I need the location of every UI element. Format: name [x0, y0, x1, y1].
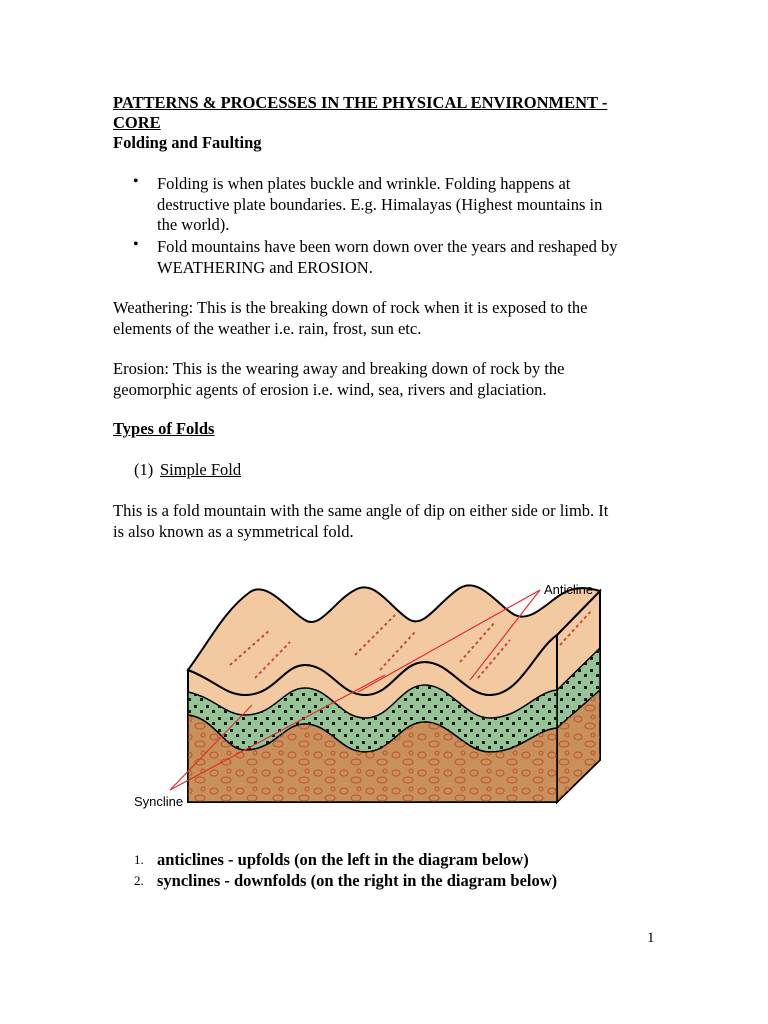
- page-number: 1: [647, 930, 655, 946]
- title-line-1: PATTERNS & PROCESSES IN THE PHYSICAL ENVIRONMENT -: [113, 93, 608, 112]
- list-number-2: 2.: [134, 873, 144, 888]
- bullet-1-line-1: Folding is when plates buckle and wrinkle. Folding happens at: [157, 174, 571, 193]
- bullet-2-line-2: WEATHERING and EROSION.: [157, 258, 373, 277]
- fold-diagram: [0, 570, 768, 830]
- simple-fold-number: (1): [134, 460, 154, 479]
- list-number-1: 1.: [134, 852, 144, 867]
- bullet-1-line-3: the world).: [157, 215, 230, 234]
- weathering-line-2: elements of the weather i.e. rain, frost, sun etc.: [113, 319, 422, 338]
- weathering-line-1: Weathering: This is the breaking down of rock when it is exposed to the: [113, 298, 588, 317]
- simple-fold-heading: Simple Fold: [160, 460, 242, 479]
- types-heading: Types of Folds: [113, 419, 215, 438]
- list-item-2: synclines - downfolds (on the right in the diagram below): [157, 871, 558, 890]
- list-item-1: anticlines - upfolds (on the left in the diagram below): [157, 850, 529, 869]
- erosion-line-2: geomorphic agents of erosion i.e. wind, sea, rivers and glaciation.: [113, 380, 547, 399]
- syncline-label: Syncline: [134, 794, 184, 809]
- simple-fold-desc-line-1: This is a fold mountain with the same angle of dip on either side or limb. It: [113, 501, 609, 520]
- bullet-icon: •: [133, 236, 139, 253]
- erosion-line-1: Erosion: This is the wearing away and breaking down of rock by the: [113, 359, 565, 378]
- subtitle: Folding and Faulting: [113, 133, 262, 152]
- anticline-label: Anticline: [544, 582, 594, 597]
- bullet-1-line-2: destructive plate boundaries. E.g. Himalayas (Highest mountains in: [157, 195, 603, 214]
- title-line-2: CORE: [113, 113, 161, 132]
- simple-fold-desc-line-2: is also known as a symmetrical fold.: [113, 522, 354, 541]
- bullet-icon: •: [133, 173, 139, 190]
- bullet-2-line-1: Fold mountains have been worn down over the years and reshaped by: [157, 237, 618, 256]
